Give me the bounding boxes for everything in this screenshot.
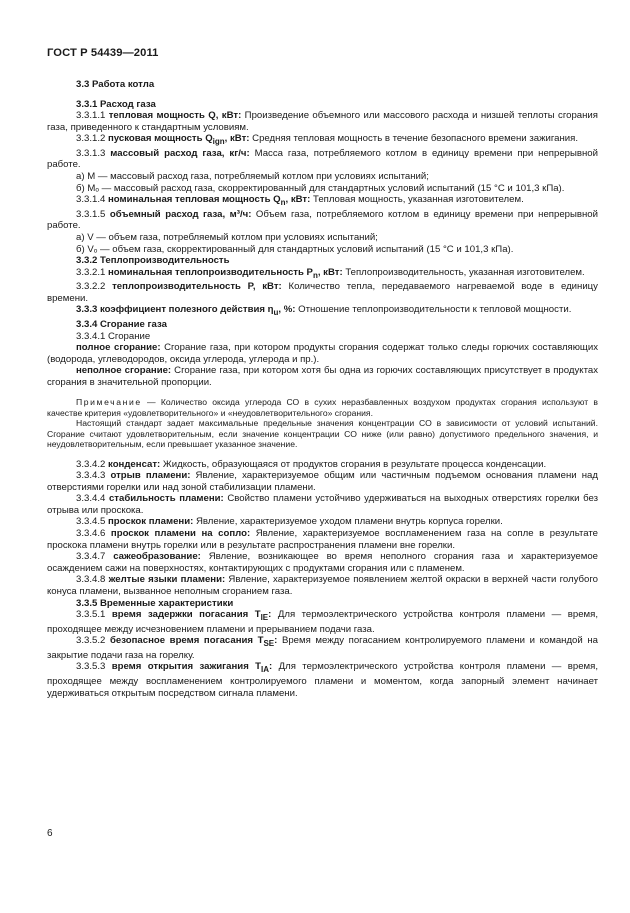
- clause-3-3-4-7: 3.3.4.7 сажеобразование: Явление, возникающее во время неполного сгорания газа и характеризуемое осаждением сажи на поверхностях, контактирующих с продуктами сгорания или с пламенем.: [47, 551, 598, 574]
- clause-3-3-4-3: 3.3.4.3 отрыв пламени: Явление, характеризуемое общим или частичным подъемом основания пламени над отверстиями горелки или над зоной стабилизации пламени.: [47, 470, 598, 493]
- page-number: 6: [47, 828, 53, 839]
- document-body: [47, 79, 598, 699]
- list-item: а) V — объем газа, потребляемый котлом при условиях испытаний;: [76, 231, 378, 243]
- clause-3-3-4-2: 3.3.4.2 конденсат: Жидкость, образующаяся от продуктов сгорания в результате процесса конденсации.: [76, 458, 547, 470]
- clause-3-3-4-6: 3.3.4.6 проскок пламени на сопло: Явление, характеризуемое воспламенением газа на сопле в результате проскока пламени внутрь горелки или в результате распространения пламени вне горелки.: [47, 528, 598, 551]
- clause-3-3-1-1: 3.3.1.1 тепловая мощность Q, кВт: Произведение объемного или массового расхода и низшей теплоты сгорания газа, приведенного к стандартным условиям.: [47, 110, 598, 133]
- subsection-heading: 3.3.5 Временные характеристики: [76, 597, 234, 609]
- clause-heading: 3.3.4.1 Сгорание: [76, 330, 151, 342]
- list-item: б) Mₒ — массовый расход газа, скорректированный для стандартных условий испытаний (15 °С и 101,3 кПа).: [76, 182, 565, 194]
- clause-3-3-1-2: 3.3.1.2 пусковая мощность $Q_{ign}$, кВт: Средняя тепловая мощность в течение безопасного времени зажигания.: [76, 133, 578, 147]
- clause-3-3-5-1: 3.3.5.1 время задержки погасания $T_{IE}$: Для термоэлектрического устройства контроля пламени — время, проходящее между исчезновением пламени и прерыванием подачи газа.: [47, 609, 598, 635]
- definition-full-combustion: полное сгорание: Сгорание газа, при котором продукты сгорания содержат только следы горючих составляющих (водорода, углеводородов, оксида углерода, углерода и пр.).: [47, 342, 598, 365]
- section-heading: 3.3 Работа котла: [76, 79, 155, 90]
- clause-3-3-4-8: 3.3.4.8 желтые языки пламени: Явление, характеризуемое появлением желтой окраски в верхней части голубого конуса пламени, вызванное неполным сгоранием газа.: [47, 574, 598, 598]
- standard-header: ГОСТ Р 54439—2011: [47, 47, 159, 59]
- subsection-heading: 3.3.1 Расход газа: [76, 98, 156, 110]
- clause-3-3-5-2: 3.3.5.2 безопасное время погасания $T_{SE}$: Время между погасанием контролируемого пламени и командой на закрытие подачи газа на горелку.: [47, 635, 598, 661]
- clause-3-3-5-3: 3.3.5.3 время открытия зажигания $T_{IA}$: Для термоэлектрического устройства контроля пламени — время, проходящее между воспламенением контролируемого пламени и моментом, когда запорный элемент начинает удерживаться открытым посредством сигнала пламени.: [47, 661, 599, 699]
- subsection-heading: 3.3.2 Теплопроизводительность: [76, 255, 230, 267]
- definition-incomplete-combustion: неполное сгорание: Сгорание газа, при котором хотя бы одна из горючих составляющих присутствует в продуктах сгорания в значительной пропорции.: [47, 365, 599, 388]
- list-item: б) Vₒ — объем газа, скорректированный для стандартных условий испытаний (15 °С и 101,3 кПа).: [76, 243, 514, 255]
- clause-3-3-1-4: 3.3.1.4 номинальная тепловая мощность $Q_n$, кВт: Тепловая мощность, указанная изготовителем.: [76, 194, 524, 208]
- note: Примечание — Количество оксида углерода СО в сухих неразбавленных воздухом продуктах сгорания используют в качестве критерия «удовлетворительного» и «неудовлетворительного» сгорания.: [47, 397, 598, 418]
- clause-3-3-1-3: 3.3.1.3 массовый расход газа, кг/ч: Масса газа, потребляемого котлом в единицу времени при непрерывной работе.: [47, 147, 598, 171]
- clause-3-3-1-5: 3.3.1.5 объемный расход газа, м³/ч: Объем газа, потребляемого котлом в единицу времени при непрерывной работе.: [47, 208, 598, 232]
- clause-3-3-4-5: 3.3.4.5 проскок пламени: Явление, характеризуемое уходом пламени внутрь корпуса горелки.: [76, 516, 503, 528]
- list-item: а) M — массовый расход газа, потребляемый котлом при условиях испытаний;: [76, 171, 429, 183]
- subsection-heading: 3.3.4 Сгорание газа: [76, 318, 167, 330]
- note-continuation: Настоящий стандарт задает максимальные предельные значения концентрации СО в зависимости от условий испытаний. Сгорание считают удовлетворительным, если значение концентрации СО ниже (или равно) допустимого предельного значения, и неудовлетворительным, если превышает указанное значение.: [47, 418, 598, 450]
- clause-3-3-4-4: 3.3.4.4 стабильность пламени: Свойство пламени устойчиво удерживаться на выходных отверстиях горелки без отрыва или проскока.: [47, 493, 598, 516]
- clause-3-3-2-1: 3.3.2.1 номинальная теплопроизводительность $P_n$, кВт: Теплопроизводительность, указанная изготовителем.: [76, 266, 585, 280]
- clause-3-3-2-2: 3.3.2.2 теплопроизводительность P, кВт: Количество тепла, передаваемого нагреваемой воде в единицу времени.: [47, 281, 598, 304]
- clause-3-3-3: 3.3.3 коэффициент полезного действия $\eta_u$, %: Отношение теплопроизводительности к тепловой мощности.: [76, 304, 572, 318]
